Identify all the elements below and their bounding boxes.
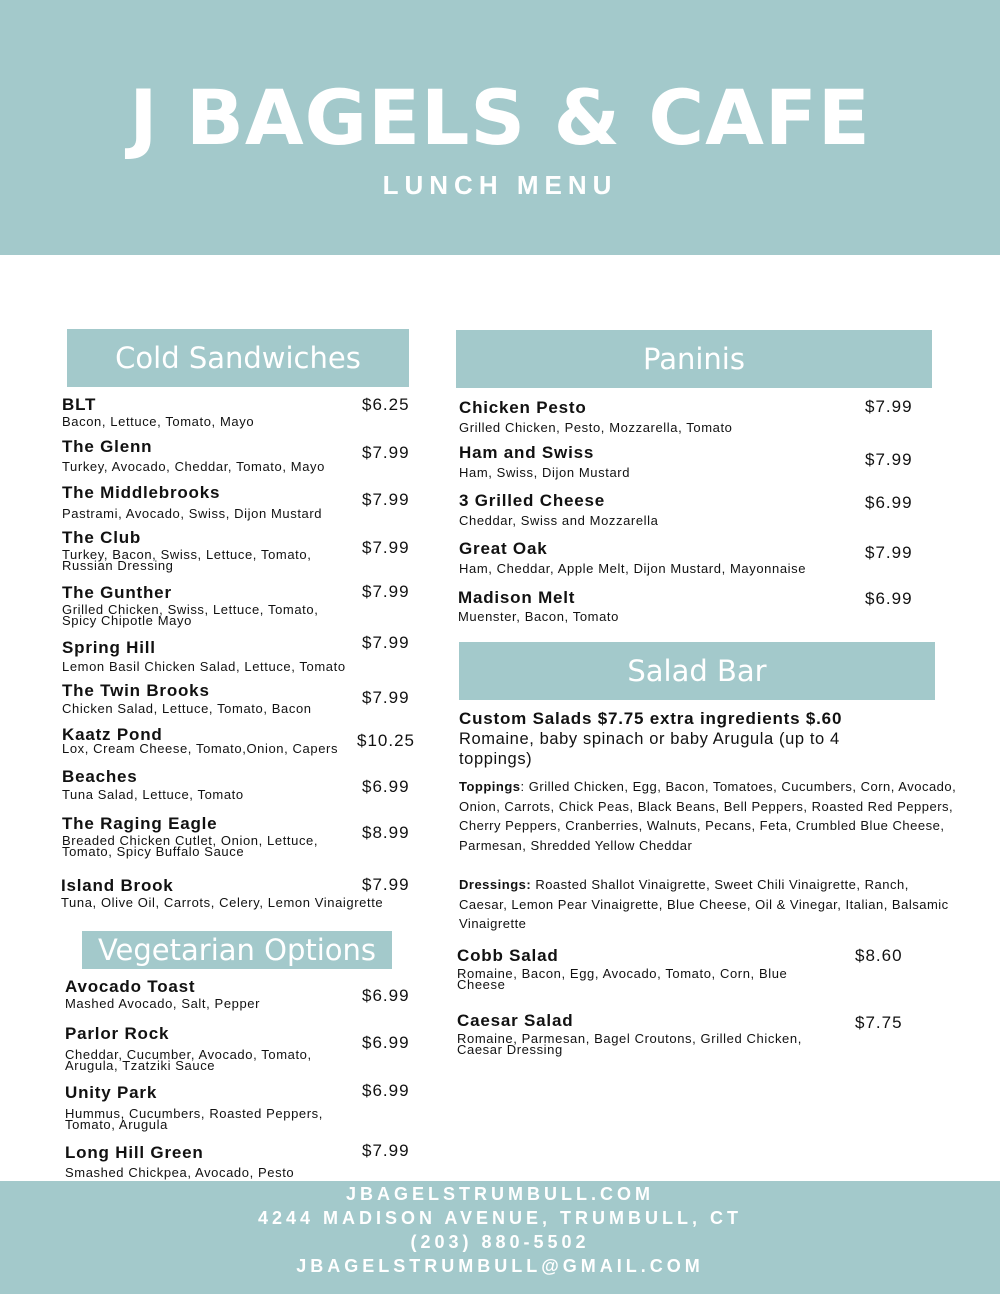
item-price: $7.99 xyxy=(362,490,410,509)
item-name: Beaches xyxy=(62,767,138,786)
item-name: Cobb Salad xyxy=(457,946,559,965)
menu-subtitle: LUNCH MENU xyxy=(382,170,618,200)
toppings-block xyxy=(459,777,959,855)
item-name: Island Brook xyxy=(61,876,174,895)
item-price: $7.99 xyxy=(362,538,410,557)
item-desc: Tuna Salad, Lettuce, Tomato xyxy=(62,787,244,802)
item-desc: Hummus, Cucumbers, Roasted Peppers, Tomato, Arugula xyxy=(65,1106,323,1132)
toppings-text: : Grilled Chicken, Egg, Bacon, Tomatoes, Cucumbers, Corn, Avocado, Onion, Carrots, Chick Peas, Black Beans, Bell Peppers, Roasted Red Peppers, Cherry Peppers, Cranberries, Walnuts, Pecans, Feta, Crumbled Blue Cheese, Parmesan, Shredded Yellow Cheddar xyxy=(459,779,957,853)
item-name: Parlor Rock xyxy=(65,1024,170,1043)
item-price: $7.75 xyxy=(855,1013,903,1032)
item-desc: Romaine, Parmesan, Bagel Croutons, Grilled Chicken, Caesar Dressing xyxy=(457,1031,802,1057)
item-price: $10.25 xyxy=(357,731,415,750)
item-name: Unity Park xyxy=(65,1083,158,1102)
item-desc: Muenster, Bacon, Tomato xyxy=(458,609,619,624)
item-price: $6.99 xyxy=(362,777,410,796)
paninis-heading: Paninis xyxy=(456,330,932,388)
item-price: $7.99 xyxy=(362,633,410,652)
item-name: Great Oak xyxy=(459,539,548,558)
item-desc: Turkey, Avocado, Cheddar, Tomato, Mayo xyxy=(62,459,325,474)
toppings-label: Toppings xyxy=(459,779,521,794)
item-desc: Tuna, Olive Oil, Carrots, Celery, Lemon Vinaigrette xyxy=(61,895,384,910)
dressings-text: Roasted Shallot Vinaigrette, Sweet Chili Vinaigrette, Ranch, Caesar, Lemon Pear Vinaigrette, Blue Cheese, Oil & Vinegar, Italian, Balsamic Vinaigrette xyxy=(459,877,949,931)
item-desc: Pastrami, Avocado, Swiss, Dijon Mustard xyxy=(62,506,323,521)
item-price: $8.60 xyxy=(855,946,903,965)
custom-salads-title: Custom Salads $7.75 extra ingredients $.60 xyxy=(459,709,843,728)
item-desc: Grilled Chicken, Pesto, Mozzarella, Tomato xyxy=(459,420,733,435)
item-price: $6.99 xyxy=(865,589,913,608)
item-name: The Club xyxy=(62,528,142,547)
item-price: $6.99 xyxy=(362,1033,410,1052)
item-name: The Glenn xyxy=(62,437,153,456)
item-desc: Romaine, Bacon, Egg, Avocado, Tomato, Corn, Blue Cheese xyxy=(457,966,788,992)
dressings-label: Dressings: xyxy=(459,877,532,892)
item-name: The Middlebrooks xyxy=(62,483,221,502)
item-price: $7.99 xyxy=(362,875,410,894)
item-name: BLT xyxy=(62,395,97,414)
item-desc: Breaded Chicken Cutlet, Onion, Lettuce, Tomato, Spicy Buffalo Sauce xyxy=(62,833,319,859)
item-desc: Mashed Avocado, Salt, Pepper xyxy=(65,996,261,1011)
item-desc: Lox, Cream Cheese, Tomato,Onion, Capers xyxy=(62,741,339,756)
phone-number[interactable]: (203) 880-5502 xyxy=(410,1232,590,1252)
custom-salads-desc: Romaine, baby spinach or baby Arugula (up to 4 toppings) xyxy=(459,730,840,768)
item-price: $7.99 xyxy=(865,543,913,562)
item-name: Madison Melt xyxy=(458,588,576,607)
item-price: $6.99 xyxy=(865,493,913,512)
item-desc: Chicken Salad, Lettuce, Tomato, Bacon xyxy=(62,701,312,716)
item-desc: Cheddar, Cucumber, Avocado, Tomato, Arugula, Tzatziki Sauce xyxy=(65,1047,312,1073)
item-desc: Cheddar, Swiss and Mozzarella xyxy=(459,513,659,528)
item-name: Ham and Swiss xyxy=(459,443,595,462)
item-price: $7.99 xyxy=(362,443,410,462)
cold-sandwiches-heading: Cold Sandwiches xyxy=(67,329,409,387)
item-price: $7.99 xyxy=(362,1141,410,1160)
item-desc: Lemon Basil Chicken Salad, Lettuce, Tomato xyxy=(62,659,346,674)
item-name: Long Hill Green xyxy=(65,1143,204,1162)
restaurant-title: J BAGELS & CAFE xyxy=(129,73,871,162)
item-desc: Smashed Chickpea, Avocado, Pesto xyxy=(65,1165,295,1180)
item-name: The Twin Brooks xyxy=(62,681,210,700)
vegetarian-options-heading: Vegetarian Options xyxy=(82,931,392,969)
item-name: 3 Grilled Cheese xyxy=(459,491,606,510)
item-name: The Gunther xyxy=(62,583,172,602)
footer-banner xyxy=(0,1181,1000,1294)
item-price: $6.99 xyxy=(362,1081,410,1100)
item-name: Kaatz Pond xyxy=(62,725,163,744)
item-name: Spring Hill xyxy=(62,638,156,657)
item-name: Caesar Salad xyxy=(457,1011,574,1030)
address-text: 4244 MADISON AVENUE, TRUMBULL, CT xyxy=(257,1208,743,1228)
item-desc: Bacon, Lettuce, Tomato, Mayo xyxy=(62,414,255,429)
item-price: $7.99 xyxy=(362,582,410,601)
dressings-block xyxy=(459,875,949,934)
header-banner xyxy=(0,0,1000,255)
item-name: The Raging Eagle xyxy=(62,814,218,833)
item-price: $6.25 xyxy=(362,395,410,414)
email-link[interactable]: JBAGELSTRUMBULL@GMAIL.COM xyxy=(296,1256,704,1276)
item-price: $8.99 xyxy=(362,823,410,842)
item-price: $7.99 xyxy=(865,397,913,416)
item-name: Avocado Toast xyxy=(65,977,196,996)
salad-bar-heading: Salad Bar xyxy=(459,642,935,700)
item-name: Chicken Pesto xyxy=(459,398,587,417)
item-desc: Ham, Cheddar, Apple Melt, Dijon Mustard, Mayonnaise xyxy=(459,561,807,576)
item-desc: Ham, Swiss, Dijon Mustard xyxy=(459,465,631,480)
website-link[interactable]: JBAGELSTRUMBULL.COM xyxy=(346,1184,654,1204)
item-price: $7.99 xyxy=(865,450,913,469)
item-desc: Turkey, Bacon, Swiss, Lettuce, Tomato, Russian Dressing xyxy=(62,547,312,573)
item-price: $7.99 xyxy=(362,688,410,707)
item-price: $6.99 xyxy=(362,986,410,1005)
item-desc: Grilled Chicken, Swiss, Lettuce, Tomato, Spicy Chipotle Mayo xyxy=(62,602,319,628)
